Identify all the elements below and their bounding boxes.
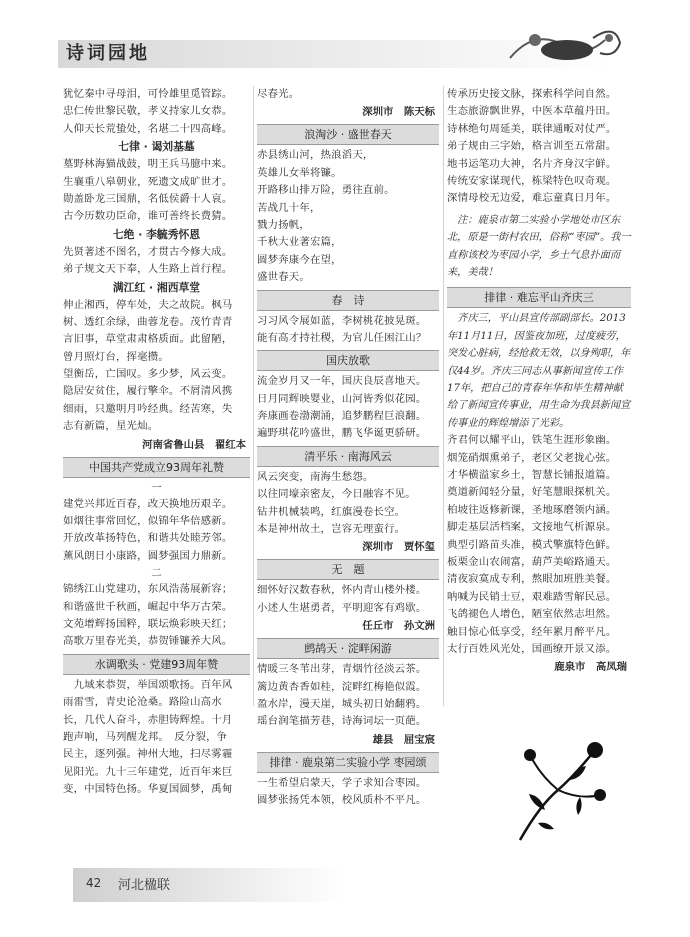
poem-line: 尽春光。	[257, 88, 300, 100]
poem-line: 树、透红余绿，曲蓉龙卷。茂竹青青	[63, 315, 233, 328]
poem-line: 飞鸽褪色人增色，陋室依然志坦然。	[447, 608, 617, 621]
poem-line: 长，几代人奋斗，赤胆铸辉煌。十月	[63, 713, 233, 726]
poem-line: 深情母校无边爱，难忘童真日月年。	[447, 192, 617, 205]
poem-author: 深圳市 贾怀玺	[362, 541, 435, 554]
dedication-note: 齐庆三，平山县宣传部副部长。2013年11月11日，因鉴夜加班，过度疲劳，突发心脏病，经抢救无效，以身殉职，年仅44岁。齐庆三同志从事新闻宣传工作17年，把自己的青春年华和毕生精神献给了新闻宣传事业，用生命为我县新闻宣传事业的辉煌增添了光彩。	[447, 313, 631, 429]
boxed-poem-title: 无 题	[257, 559, 439, 580]
poem-continuation	[63, 86, 250, 138]
poem-author: 雄县 屈宝宸	[372, 733, 435, 746]
poem-line: 遍野琪花吟盛世，鹏飞华诞更骄研。	[257, 427, 427, 440]
column-2	[257, 86, 439, 810]
boxed-poem	[63, 457, 250, 651]
poem-line: 生襄重八皋朝业，死遗文成旷世才。	[63, 175, 233, 188]
poem-line: 太行百姓风光处，国画缭开景又添。	[447, 642, 617, 655]
boxed-poem-title: 清平乐 · 南海风云	[257, 446, 439, 467]
annotation-note: 注：鹿泉市第二实验小学地处市区东北，原是一街村农田，俗称“枣园”。我一直称该校为枣园小学，乡土气息扑面而来，美哉！	[447, 214, 631, 278]
poem-line: 苦战几十年，	[257, 201, 321, 214]
boxed-poem-title: 国庆放歌	[257, 350, 439, 371]
floral-ornament-icon	[500, 735, 615, 850]
poem-line: 赤县绣山河，热浪滔天，	[257, 149, 374, 162]
poem-line: 典型引路苗头准，模式擎旗特色鲜。	[447, 538, 617, 551]
poem-line: 跑声响，马列醒龙邦。 反分裂，争	[63, 730, 228, 743]
boxed-poem-title: 中国共产党成立93周年礼赞	[63, 457, 250, 478]
poem-line: 盛世春天。	[257, 271, 310, 284]
column-divider	[253, 86, 254, 706]
section-title: 诗词园地	[66, 43, 150, 64]
poem-line: 英雄儿女举将镰。	[257, 166, 342, 179]
poem-line: 习习风令展如蓝，李树桃花披晃斑。	[257, 314, 427, 327]
poem-author: 深圳市 陈天标	[362, 106, 435, 119]
poem-line: 变，中国特色扬。华夏国圆梦，禹甸	[63, 783, 233, 796]
poem-line: 先贤著述不图名，才贯古今修大成。	[63, 245, 233, 258]
poem-title: 七律 · 谒刘基墓	[118, 140, 195, 154]
poem-line: 情暖三冬苇出芽，青烟竹径淡云茶。	[257, 663, 427, 676]
poem-line: 和谐盛世千秋画，崛起中华万古荣。	[63, 600, 233, 613]
poem-line: 传统安家谋现代，栋梁特色叹奇观。	[447, 174, 617, 187]
poem-line: 本是神州故土，岂容无理蛮行。	[257, 523, 406, 536]
poem-line: 脚走基层活档案，文接地气析源泉。	[447, 521, 617, 534]
poem-line: 开放改革扬特色，和谐共处睦芳邻。	[63, 532, 233, 545]
boxed-poem-title: 水调歌头 · 党建93周年赞	[63, 654, 250, 675]
part-label: 二	[151, 567, 162, 580]
poem-line: 民主，逐列强。神州大地，扫尽雾霾	[63, 748, 233, 761]
poem	[63, 138, 250, 226]
column-divider	[443, 86, 444, 706]
footer-band	[73, 868, 343, 902]
poem	[63, 226, 250, 279]
boxed-poem-title: 春 诗	[257, 290, 439, 311]
poem-line: 能有高才持社稷，为官儿任困江山？	[257, 331, 427, 344]
poem-author: 任丘市 孙文洲	[362, 620, 435, 633]
poem-line: 地书运笔功大神，名片齐身汉字鲜。	[447, 157, 617, 170]
poem-line: 生态旅游飘世界，中医本草蕴丹田。	[447, 105, 617, 118]
poem-line: 篱边黄杏香如桂，淀畔红梅艳似霞。	[257, 680, 427, 693]
poem-line: 文苑增辉扬国粹，联坛焕彩映天红；	[63, 617, 233, 630]
poem-line: 奠道新闻轻分量，好笔慧眼探机关。	[447, 486, 617, 499]
part-label: 一	[151, 481, 162, 494]
boxed-poem-title: 鹧鸪天 · 淀畔闲游	[257, 638, 439, 659]
column-1	[63, 86, 250, 799]
poem-line: 如烟往事常回忆，似锦年华倍感新。	[63, 515, 233, 528]
poem-line: 以往同壕亲密友，今日融容不见。	[257, 488, 416, 501]
poem-line: 望衡岳，亡国叹。多少梦，风云变。	[63, 368, 233, 381]
poem-line: 细雨，只邀明月吟经典。经苦寒，失	[63, 402, 233, 415]
poem-line: 忠仁传世黎民敬，孝义持家儿女恭。	[63, 105, 233, 118]
page-number: 42	[86, 876, 102, 890]
poem-line: 隐居安贫住，履行擎伞。不屑清风携	[63, 385, 233, 398]
page-header	[0, 0, 690, 78]
poem-line: 钻井机械装鸣，红旗漫卷长空。	[257, 505, 406, 518]
poem-title: 满江红 · 湘西草堂	[112, 280, 201, 294]
poem-line: 见阳光。九十三年建党，近百年来巨	[63, 765, 233, 778]
poem	[63, 279, 250, 454]
poem-line: 流金岁月又一年，国庆良辰喜地天。	[257, 375, 427, 388]
poem-title: 七绝 · 李毓秀怀恩	[112, 227, 201, 241]
poem-line: 诗林绝句周延美，联律通畈对仗严。	[447, 122, 617, 135]
poem-line: 古今历数功臣命，谁可善终长费猜。	[63, 210, 233, 223]
poem-line: 九域来恭贺，举国颂歌扬。百年风	[63, 678, 233, 691]
poem-author: 鹿泉市 高凤瑞	[554, 661, 627, 674]
poem-line: 犹忆秦中寻母泪，可怜雄里觅管踪。	[63, 88, 233, 100]
poem-line: 言旧事，草堂肃肃格质面。此留陋，	[63, 333, 233, 346]
poem-line: 圆梦奔康今在望，	[257, 253, 342, 266]
poem-line: 盈水岸，漫天崖，城头初日始翻鸦。	[257, 697, 427, 710]
poem-line: 风云突变，南海生愁怨。	[257, 470, 374, 483]
boxed-poem-title: 浪淘沙 · 盛世春天	[257, 124, 439, 145]
poem-line: 日月同辉映婴业，山河皆秀似花园。	[257, 392, 427, 405]
poem-line: 戮力扬帆，	[257, 218, 310, 231]
poem-line: 柏坡往返修新课，圣地琢磨领内涵。	[447, 503, 617, 516]
poem-line: 才华横溢家乡土，智慧长铺报道篇。	[447, 468, 617, 481]
poem-line: 志有新篇，星光灿。	[63, 420, 159, 433]
poem-line: 呐喊为民销士豆，艰难踏雪解民忌。	[447, 590, 617, 603]
boxed-poem	[63, 654, 250, 799]
poem-line: 雨雷雪，青史论沧桑。路险山高水	[63, 696, 222, 709]
poem-line: 开路移山排万险，勇往直前。	[257, 184, 395, 197]
poem-line: 烟笼硝烟熏弟子，老区父老拢心弦。	[447, 451, 617, 464]
poem-line: 触目惊心低享受，经年累月醉平凡。	[447, 625, 617, 638]
poem-line: 细怀好汉数春秋，怀内青山楼外楼。	[257, 584, 427, 597]
page-footer	[0, 868, 690, 908]
poem-line: 弟子规由三字始，格言训至五常甜。	[447, 140, 617, 153]
poem-line: 勋盖卧龙三国鼎，名低侯爵十人哀。	[63, 192, 233, 205]
poem-line: 清夜寂寞成专利，熬眼加班胜美餐。	[447, 573, 617, 586]
poem-line: 墓野林海猫战鼓，明王兵马臆中来。	[63, 158, 233, 171]
poem-line: 薰风朗日小康路，圆梦强国力鼎新。	[63, 549, 233, 562]
poem-line: 齐君何以耀平山，铁笔生涯形象幽。	[447, 434, 617, 447]
poem-line: 小述人生堪勇者，平明迎客有鸡歇。	[257, 601, 427, 614]
poem-line: 奔康画卷渤潮涌，追梦鹏程巨浪翻。	[257, 410, 427, 423]
poem-line: 高歌万里春光美，恭贺锤镰养大风。	[63, 635, 233, 648]
poem-line: 一生希望启蒙天，学子求知合枣园。	[257, 776, 427, 789]
poem-line: 圆梦张扬凭本领，校风质朴不平凡。	[257, 794, 427, 807]
poem-line: 人仰天长荒蛰处，名堪二十四高峰。	[63, 122, 233, 135]
poem-line: 建党兴邦近百春，改天换地历艰辛。	[63, 497, 233, 510]
poem-line: 传承历史接文脉，探索科学问自然。	[447, 88, 617, 100]
poem-line: 伸止湘西，停车处，夫之故院。枫马	[63, 298, 233, 311]
boxed-poem-title: 排律 · 难忘平山齐庆三	[447, 287, 631, 308]
magazine-title: 河北楹联	[118, 878, 171, 893]
poem-line: 锦绣江山党建功，东风浩荡展新容；	[63, 583, 233, 596]
poem-line: 瑶台润笔描芳巷，诗海词坛一页葩。	[257, 715, 427, 728]
poem-line: 曾月照灯台，挥毫攒。	[63, 350, 169, 363]
poem-line: 板栗金山农闹富，葫芦美峪路通天。	[447, 555, 617, 568]
poem-line: 千秋大业著宏篇，	[257, 236, 342, 249]
poem-author: 河南省鲁山县 翟红本	[142, 438, 246, 451]
ornament-icon	[505, 18, 625, 73]
boxed-poem-title: 排律 · 鹿泉第二实验小学 枣园颂	[257, 752, 439, 773]
column-3	[447, 86, 631, 676]
poem-line: 弟子规文天下奉，人生路上首行程。	[63, 263, 233, 276]
